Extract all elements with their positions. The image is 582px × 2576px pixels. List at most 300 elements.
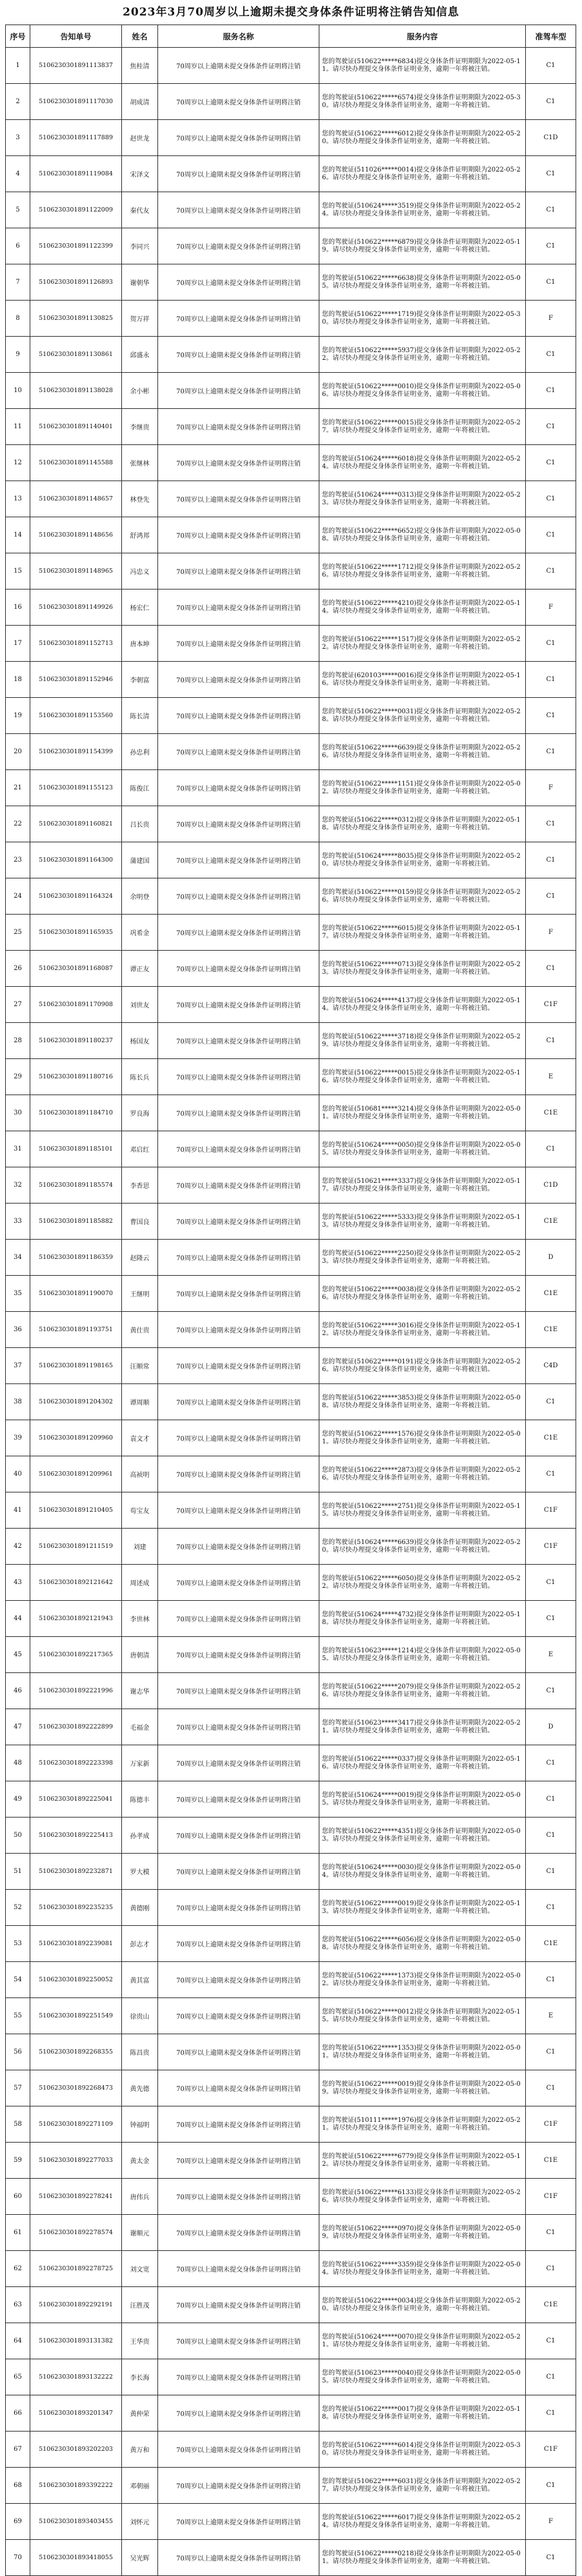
cell-vehicle-class: C1: [526, 553, 576, 590]
cell-service-content: 您的驾驶证(510622*****0218)提交身体条件证明期限为2022-05-01。请尽快办理提交身体条件证明业务，逾期一年将被注销。: [319, 2540, 526, 2576]
cell-no: 33: [6, 1204, 30, 1240]
cell-service-content: 您的驾驶证(510622*****1517)提交身体条件证明期限为2022-05-22。请尽快办理提交身体条件证明业务，逾期一年将被注销。: [319, 626, 526, 662]
cell-vehicle-class: C1: [526, 806, 576, 842]
cell-no: 67: [6, 2432, 30, 2468]
table-row: [6, 2251, 576, 2287]
cell-no: 27: [6, 987, 30, 1023]
cell-service-content: 您的驾驶证(510622*****3853)提交身体条件证明期限为2022-05-08。请尽快办理提交身体条件证明业务，逾期一年将被注销。: [319, 1384, 526, 1420]
cell-vehicle-class: C1: [526, 2251, 576, 2287]
cell-no: 60: [6, 2179, 30, 2215]
table-row: [6, 2070, 576, 2106]
table-row: [6, 228, 576, 264]
cell-notice-number: 5106230301891117030: [30, 84, 122, 120]
cell-service-name: 70周岁以上逾期未提交身体条件证明将注销: [158, 1926, 319, 1962]
cell-service-content: 您的驾驶证(510624*****6018)提交身体条件证明期限为2022-05-24。请尽快办理提交身体条件证明业务，逾期一年将被注销。: [319, 445, 526, 481]
cell-notice-number: 5106230301892223398: [30, 1745, 122, 1781]
cell-service-content: 您的驾驶证(510622*****4351)提交身体条件证明期限为2022-05-03。请尽快办理提交身体条件证明业务，逾期一年将被注销。: [319, 1818, 526, 1854]
table-row: [6, 409, 576, 445]
cell-service-content: 您的驾驶证(510622*****2873)提交身体条件证明期限为2022-05-26。请尽快办理提交身体条件证明业务，逾期一年将被注销。: [319, 1456, 526, 1492]
cell-notice-number: 5106230301892271109: [30, 2106, 122, 2143]
table-row: [6, 698, 576, 734]
cell-service-content: 您的驾驶证(510622*****6014)提交身体条件证明期限为2022-05-30。请尽快办理提交身体条件证明业务，逾期一年将被注销。: [319, 2432, 526, 2468]
cell-service-content: 您的驾驶证(510624*****0050)提交身体条件证明期限为2022-05-05。请尽快办理提交身体条件证明业务，逾期一年将被注销。: [319, 1131, 526, 1167]
cell-vehicle-class: C1F: [526, 2106, 576, 2143]
cell-notice-number: 5106230301891160821: [30, 806, 122, 842]
cell-vehicle-class: C1: [526, 842, 576, 878]
cell-service-name: 70周岁以上逾期未提交身体条件证明将注销: [158, 734, 319, 770]
cell-name: 胡成清: [122, 84, 158, 120]
cell-service-name: 70周岁以上逾期未提交身体条件证明将注销: [158, 2251, 319, 2287]
table-row: [6, 915, 576, 951]
cell-notice-number: 5106230301891186359: [30, 1240, 122, 1276]
cell-vehicle-class: C1F: [526, 1529, 576, 1565]
cell-notice-number: 5106230301891168087: [30, 951, 122, 987]
cell-vehicle-class: C1: [526, 481, 576, 517]
cell-service-name: 70周岁以上逾期未提交身体条件证明将注销: [158, 1998, 319, 2034]
cell-vehicle-class: C1: [526, 264, 576, 301]
cell-name: 毛福金: [122, 1709, 158, 1745]
table-row: [6, 2179, 576, 2215]
table-header: [6, 25, 576, 48]
cell-notice-number: 5106230301893131382: [30, 2323, 122, 2359]
cell-no: 30: [6, 1095, 30, 1131]
cell-name: 刘文宽: [122, 2251, 158, 2287]
cell-notice-number: 5106230301891152946: [30, 662, 122, 698]
table-row: [6, 1926, 576, 1962]
cell-name: 吴光辉: [122, 2540, 158, 2576]
cell-service-name: 70周岁以上逾期未提交身体条件证明将注销: [158, 373, 319, 409]
page-title: 2023年3月70周岁以上逾期未提交身体条件证明将注销告知信息: [123, 6, 459, 19]
cell-name: 邓朝丽: [122, 2468, 158, 2504]
cell-service-content: 您的驾驶证(510622*****2751)提交身体条件证明期限为2022-05-15。请尽快办理提交身体条件证明业务，逾期一年将被注销。: [319, 1492, 526, 1529]
table-row: [6, 301, 576, 337]
cell-service-content: 您的驾驶证(510622*****1712)提交身体条件证明期限为2022-05-26。请尽快办理提交身体条件证明业务，逾期一年将被注销。: [319, 553, 526, 590]
table-row: [6, 1456, 576, 1492]
table-row: [6, 1348, 576, 1384]
cell-notice-number: 5106230301892217365: [30, 1637, 122, 1673]
cell-notice-number: 5106230301893132222: [30, 2359, 122, 2395]
cell-service-name: 70周岁以上逾期未提交身体条件证明将注销: [158, 1095, 319, 1131]
cell-name: 高祯明: [122, 1456, 158, 1492]
cell-no: 70: [6, 2540, 30, 2576]
cell-service-content: 您的驾驶证(510622*****6012)提交身体条件证明期限为2022-05-20。请尽快办理提交身体条件证明业务，逾期一年将被注销。: [319, 120, 526, 156]
cell-name: 汪胜茂: [122, 2287, 158, 2323]
cell-name: 黄先德: [122, 2070, 158, 2106]
cell-service-content: 您的驾驶证(620103*****0016)提交身体条件证明期限为2022-05-16。请尽快办理提交身体条件证明业务，逾期一年将被注销。: [319, 662, 526, 698]
cell-vehicle-class: C1: [526, 951, 576, 987]
cell-name: 刘怀元: [122, 2504, 158, 2540]
cell-service-content: 您的驾驶证(510623*****1214)提交身体条件证明期限为2022-05-05。请尽快办理提交身体条件证明业务，逾期一年将被注销。: [319, 1637, 526, 1673]
cell-vehicle-class: C1: [526, 1456, 576, 1492]
cell-service-name: 70周岁以上逾期未提交身体条件证明将注销: [158, 915, 319, 951]
cell-service-content: 您的驾驶证(510622*****2250)提交身体条件证明期限为2022-05-23。请尽快办理提交身体条件证明业务，逾期一年将被注销。: [319, 1240, 526, 1276]
cell-service-name: 70周岁以上逾期未提交身体条件证明将注销: [158, 192, 319, 228]
cell-service-content: 您的驾驶证(510622*****0019)提交身体条件证明期限为2022-05-13。请尽快办理提交身体条件证明业务，逾期一年将被注销。: [319, 1890, 526, 1926]
cell-no: 42: [6, 1529, 30, 1565]
cell-vehicle-class: C1: [526, 2215, 576, 2251]
cell-no: 35: [6, 1276, 30, 1312]
cell-notice-number: 5106230301892225041: [30, 1781, 122, 1818]
cell-name: 谢志华: [122, 1673, 158, 1709]
cell-vehicle-class: C1E: [526, 1926, 576, 1962]
cell-no: 38: [6, 1384, 30, 1420]
cell-no: 21: [6, 770, 30, 806]
cell-service-content: 您的驾驶证(510624*****0313)提交身体条件证明期限为2022-05-23。请尽快办理提交身体条件证明业务，逾期一年将被注销。: [319, 481, 526, 517]
table-row: [6, 1601, 576, 1637]
table-row: [6, 1709, 576, 1745]
cell-service-content: 您的驾驶证(510622*****3718)提交身体条件证明期限为2022-05-29。请尽快办理提交身体条件证明业务，逾期一年将被注销。: [319, 1023, 526, 1059]
table-row: [6, 120, 576, 156]
cell-name: 陈长兵: [122, 1059, 158, 1095]
cell-name: 徐贵山: [122, 1998, 158, 2034]
cell-name: 杨宏仁: [122, 590, 158, 626]
cell-service-content: 您的驾驶证(510624*****3519)提交身体条件证明期限为2022-05-24。请尽快办理提交身体条件证明业务，逾期一年将被注销。: [319, 192, 526, 228]
cell-no: 34: [6, 1240, 30, 1276]
table-row: [6, 2504, 576, 2540]
cell-no: 23: [6, 842, 30, 878]
cell-service-name: 70周岁以上逾期未提交身体条件证明将注销: [158, 2215, 319, 2251]
cell-service-name: 70周岁以上逾期未提交身体条件证明将注销: [158, 626, 319, 662]
cell-name: 冯忠义: [122, 553, 158, 590]
cell-service-name: 70周岁以上逾期未提交身体条件证明将注销: [158, 662, 319, 698]
cell-name: 李长海: [122, 2359, 158, 2395]
cell-service-content: 您的驾驶证(510624*****4732)提交身体条件证明期限为2022-05-18。请尽快办理提交身体条件证明业务，逾期一年将被注销。: [319, 1601, 526, 1637]
cell-no: 26: [6, 951, 30, 987]
cell-vehicle-class: C1: [526, 734, 576, 770]
cell-service-name: 70周岁以上逾期未提交身体条件证明将注销: [158, 1673, 319, 1709]
cell-notice-number: 5106230301891184710: [30, 1095, 122, 1131]
table-row: [6, 1890, 576, 1926]
cell-service-content: 您的驾驶证(510622*****6133)提交身体条件证明期限为2022-05-26。请尽快办理提交身体条件证明业务，逾期一年将被注销。: [319, 2179, 526, 2215]
header-service-content: 服务内容: [319, 25, 526, 48]
cell-service-content: 您的驾驶证(510622*****1719)提交身体条件证明期限为2022-05-30。请尽快办理提交身体条件证明业务，逾期一年将被注销。: [319, 301, 526, 337]
cell-vehicle-class: C1: [526, 2034, 576, 2070]
cell-name: 宋泽文: [122, 156, 158, 192]
cell-name: 钟福明: [122, 2106, 158, 2143]
cell-name: 刘建: [122, 1529, 158, 1565]
cell-notice-number: 5106230301892268355: [30, 2034, 122, 2070]
cell-service-name: 70周岁以上逾期未提交身体条件证明将注销: [158, 806, 319, 842]
cell-no: 40: [6, 1456, 30, 1492]
cell-no: 37: [6, 1348, 30, 1384]
cell-notice-number: 5106230301893418055: [30, 2540, 122, 2576]
cell-vehicle-class: C1E: [526, 2287, 576, 2323]
cell-service-content: 您的驾驶证(510622*****6639)提交身体条件证明期限为2022-05-26。请尽快办理提交身体条件证明业务，逾期一年将被注销。: [319, 734, 526, 770]
cell-no: 7: [6, 264, 30, 301]
cell-service-name: 70周岁以上逾期未提交身体条件证明将注销: [158, 1131, 319, 1167]
cell-name: 黄太金: [122, 2143, 158, 2179]
cell-name: 巩希金: [122, 915, 158, 951]
header-no: 序号: [6, 25, 30, 48]
cell-service-name: 70周岁以上逾期未提交身体条件证明将注销: [158, 2323, 319, 2359]
cell-vehicle-class: C1: [526, 2323, 576, 2359]
cell-notice-number: 5106230301891117889: [30, 120, 122, 156]
cell-vehicle-class: C1E: [526, 1095, 576, 1131]
cell-service-name: 70周岁以上逾期未提交身体条件证明将注销: [158, 301, 319, 337]
cell-name: 黄其富: [122, 1962, 158, 1998]
table-row: [6, 1204, 576, 1240]
table-row: [6, 1276, 576, 1312]
cell-vehicle-class: C1: [526, 517, 576, 553]
cell-notice-number: 5106230301891198165: [30, 1348, 122, 1384]
cell-no: 66: [6, 2395, 30, 2432]
cell-no: 17: [6, 626, 30, 662]
cell-name: 邓启红: [122, 1131, 158, 1167]
cell-name: 彭志才: [122, 1926, 158, 1962]
cell-service-name: 70周岁以上逾期未提交身体条件证明将注销: [158, 228, 319, 264]
cell-no: 9: [6, 337, 30, 373]
header-vehicle-class: 准驾车型: [526, 25, 576, 48]
table-row: [6, 1529, 576, 1565]
cell-vehicle-class: C1: [526, 1745, 576, 1781]
cell-no: 61: [6, 2215, 30, 2251]
cell-name: 邱盛永: [122, 337, 158, 373]
table-row: [6, 662, 576, 698]
cell-service-name: 70周岁以上逾期未提交身体条件证明将注销: [158, 1709, 319, 1745]
cell-notice-number: 5106230301892222899: [30, 1709, 122, 1745]
table-row: [6, 445, 576, 481]
cell-service-content: 您的驾驶证(510622*****0015)提交身体条件证明期限为2022-05-16。请尽快办理提交身体条件证明业务，逾期一年将被注销。: [319, 1059, 526, 1095]
cell-no: 22: [6, 806, 30, 842]
cell-notice-number: 5106230301891130861: [30, 337, 122, 373]
cell-vehicle-class: C1: [526, 878, 576, 915]
cell-service-name: 70周岁以上逾期未提交身体条件证明将注销: [158, 264, 319, 301]
cell-name: 余小彬: [122, 373, 158, 409]
cell-service-name: 70周岁以上逾期未提交身体条件证明将注销: [158, 1745, 319, 1781]
cell-vehicle-class: F: [526, 590, 576, 626]
cell-notice-number: 5106230301891148657: [30, 481, 122, 517]
cell-service-content: 您的驾驶证(510622*****1353)提交身体条件证明期限为2022-05-01。请尽快办理提交身体条件证明业务，逾期一年将被注销。: [319, 2034, 526, 2070]
cell-vehicle-class: C1: [526, 337, 576, 373]
table-row: [6, 517, 576, 553]
cell-name: 王华贵: [122, 2323, 158, 2359]
cell-vehicle-class: C1E: [526, 1420, 576, 1456]
cell-service-name: 70周岁以上逾期未提交身体条件证明将注销: [158, 878, 319, 915]
cell-service-content: 您的驾驶证(510622*****0191)提交身体条件证明期限为2022-05-26。请尽快办理提交身体条件证明业务，逾期一年将被注销。: [319, 1348, 526, 1384]
cell-service-content: 您的驾驶证(510622*****0012)提交身体条件证明期限为2022-05-15。请尽快办理提交身体条件证明业务，逾期一年将被注销。: [319, 1998, 526, 2034]
cell-vehicle-class: C1: [526, 373, 576, 409]
cell-service-name: 70周岁以上逾期未提交身体条件证明将注销: [158, 1204, 319, 1240]
table-row: [6, 626, 576, 662]
header-notice-number: 告知单号: [30, 25, 122, 48]
table-row: [6, 770, 576, 806]
cell-service-content: 您的驾驶证(510622*****0312)提交身体条件证明期限为2022-05-18。请尽快办理提交身体条件证明业务，逾期一年将被注销。: [319, 806, 526, 842]
cell-name: 唐本坤: [122, 626, 158, 662]
cell-no: 63: [6, 2287, 30, 2323]
cell-vehicle-class: D: [526, 1240, 576, 1276]
cell-service-content: 您的驾驶证(510622*****6879)提交身体条件证明期限为2022-05-19。请尽快办理提交身体条件证明业务，逾期一年将被注销。: [319, 228, 526, 264]
cell-service-name: 70周岁以上逾期未提交身体条件证明将注销: [158, 1348, 319, 1384]
cell-notice-number: 5106230301891210405: [30, 1492, 122, 1529]
cell-name: 陈德丰: [122, 1781, 158, 1818]
cell-service-name: 70周岁以上逾期未提交身体条件证明将注销: [158, 1167, 319, 1204]
cell-no: 48: [6, 1745, 30, 1781]
table-row: [6, 1384, 576, 1420]
table-row: [6, 48, 576, 84]
cell-vehicle-class: C1: [526, 445, 576, 481]
table-row: [6, 264, 576, 301]
cell-service-name: 70周岁以上逾期未提交身体条件证明将注销: [158, 1492, 319, 1529]
cell-service-content: 您的驾驶证(510622*****2079)提交身体条件证明期限为2022-05-26。请尽快办理提交身体条件证明业务，逾期一年将被注销。: [319, 1673, 526, 1709]
cell-name: 谢顺元: [122, 2215, 158, 2251]
cell-service-name: 70周岁以上逾期未提交身体条件证明将注销: [158, 842, 319, 878]
cell-no: 53: [6, 1926, 30, 1962]
cell-no: 24: [6, 878, 30, 915]
cell-notice-number: 5106230301892278725: [30, 2251, 122, 2287]
cell-service-content: 您的驾驶证(510622*****0337)提交身体条件证明期限为2022-05-16。请尽快办理提交身体条件证明业务，逾期一年将被注销。: [319, 1745, 526, 1781]
table-row: [6, 878, 576, 915]
cell-notice-number: 5106230301893392222: [30, 2468, 122, 2504]
cell-service-content: 您的驾驶证(510624*****6639)提交身体条件证明期限为2022-05-20。请尽快办理提交身体条件证明业务，逾期一年将被注销。: [319, 1529, 526, 1565]
cell-notice-number: 5106230301891119084: [30, 156, 122, 192]
cell-no: 12: [6, 445, 30, 481]
cell-vehicle-class: C1: [526, 2540, 576, 2576]
cell-service-name: 70周岁以上逾期未提交身体条件证明将注销: [158, 1420, 319, 1456]
cell-notice-number: 5106230301892239081: [30, 1926, 122, 1962]
cell-service-content: 您的驾驶证(510622*****1373)提交身体条件证明期限为2022-05-02。请尽快办理提交身体条件证明业务，逾期一年将被注销。: [319, 1962, 526, 1998]
cell-service-content: 您的驾驶证(510622*****0970)提交身体条件证明期限为2022-05-09。请尽快办理提交身体条件证明业务，逾期一年将被注销。: [319, 2215, 526, 2251]
cell-name: 杨国友: [122, 1023, 158, 1059]
cell-service-name: 70周岁以上逾期未提交身体条件证明将注销: [158, 1023, 319, 1059]
cell-vehicle-class: C1: [526, 2468, 576, 2504]
cell-notice-number: 5106230301892221996: [30, 1673, 122, 1709]
cell-name: 陈长清: [122, 698, 158, 734]
table-row: [6, 1420, 576, 1456]
table-row: [6, 1131, 576, 1167]
table-row: [6, 590, 576, 626]
table-row: [6, 1781, 576, 1818]
table-row: [6, 1998, 576, 2034]
cell-service-content: 您的驾驶证(510624*****4137)提交身体条件证明期限为2022-05-14。请尽快办理提交身体条件证明业务，逾期一年将被注销。: [319, 987, 526, 1023]
table-row: [6, 1240, 576, 1276]
cell-vehicle-class: C1: [526, 1854, 576, 1890]
cell-no: 11: [6, 409, 30, 445]
cell-vehicle-class: C1: [526, 1818, 576, 1854]
cell-name: 黄德刚: [122, 1890, 158, 1926]
cell-service-content: 您的驾驶证(510622*****6050)提交身体条件证明期限为2022-05-22。请尽快办理提交身体条件证明业务，逾期一年将被注销。: [319, 1565, 526, 1601]
cell-name: 李香思: [122, 1167, 158, 1204]
cell-service-name: 70周岁以上逾期未提交身体条件证明将注销: [158, 409, 319, 445]
cell-no: 62: [6, 2251, 30, 2287]
cell-notice-number: 5106230301891165935: [30, 915, 122, 951]
cell-service-content: 您的驾驶证(510622*****0031)提交身体条件证明期限为2022-05-28。请尽快办理提交身体条件证明业务，逾期一年将被注销。: [319, 698, 526, 734]
cell-service-content: 您的驾驶证(510622*****5333)提交身体条件证明期限为2022-05-13。请尽快办理提交身体条件证明业务，逾期一年将被注销。: [319, 1204, 526, 1240]
cell-service-name: 70周岁以上逾期未提交身体条件证明将注销: [158, 2540, 319, 2576]
cell-vehicle-class: C1: [526, 409, 576, 445]
cell-notice-number: 5106230301891149926: [30, 590, 122, 626]
cell-no: 55: [6, 1998, 30, 2034]
cell-no: 47: [6, 1709, 30, 1745]
cell-no: 49: [6, 1781, 30, 1818]
table-row: [6, 192, 576, 228]
cell-notice-number: 5106230301891148965: [30, 553, 122, 590]
cell-vehicle-class: C1: [526, 1962, 576, 1998]
cell-service-name: 70周岁以上逾期未提交身体条件证明将注销: [158, 2359, 319, 2395]
cell-vehicle-class: C1: [526, 192, 576, 228]
table-row: [6, 2215, 576, 2251]
cell-vehicle-class: F: [526, 770, 576, 806]
cell-service-name: 70周岁以上逾期未提交身体条件证明将注销: [158, 1601, 319, 1637]
cell-vehicle-class: C1E: [526, 2143, 576, 2179]
cell-notice-number: 5106230301891180237: [30, 1023, 122, 1059]
cell-service-name: 70周岁以上逾期未提交身体条件证明将注销: [158, 2179, 319, 2215]
cell-name: 曹国良: [122, 1204, 158, 1240]
cell-notice-number: 5106230301891122399: [30, 228, 122, 264]
cell-vehicle-class: C1F: [526, 987, 576, 1023]
cell-no: 50: [6, 1818, 30, 1854]
cell-notice-number: 5106230301891190070: [30, 1276, 122, 1312]
cell-service-name: 70周岁以上逾期未提交身体条件证明将注销: [158, 1854, 319, 1890]
cell-notice-number: 5106230301891204302: [30, 1384, 122, 1420]
cell-service-name: 70周岁以上逾期未提交身体条件证明将注销: [158, 1240, 319, 1276]
cell-notice-number: 5106230301891138028: [30, 373, 122, 409]
table-row: [6, 1492, 576, 1529]
cell-no: 10: [6, 373, 30, 409]
table-row: [6, 1818, 576, 1854]
cell-name: 赵隆云: [122, 1240, 158, 1276]
table-row: [6, 1023, 576, 1059]
cell-service-content: 您的驾驶证(510622*****0019)提交身体条件证明期限为2022-05-09。请尽快办理提交身体条件证明业务，逾期一年将被注销。: [319, 2070, 526, 2106]
cell-service-name: 70周岁以上逾期未提交身体条件证明将注销: [158, 2034, 319, 2070]
cell-notice-number: 5106230301892232871: [30, 1854, 122, 1890]
cell-no: 1: [6, 48, 30, 84]
cell-vehicle-class: C1E: [526, 1276, 576, 1312]
table-row: [6, 1854, 576, 1890]
cell-name: 蒲建国: [122, 842, 158, 878]
table-row: [6, 2143, 576, 2179]
table-row: [6, 156, 576, 192]
cell-vehicle-class: C1: [526, 2359, 576, 2395]
cell-service-name: 70周岁以上逾期未提交身体条件证明将注销: [158, 1565, 319, 1601]
cell-no: 32: [6, 1167, 30, 1204]
cell-name: 谭正友: [122, 951, 158, 987]
cell-service-content: 您的驾驶证(510111*****1976)提交身体条件证明期限为2022-05-21。请尽快办理提交身体条件证明业务，逾期一年将被注销。: [319, 2106, 526, 2143]
cell-notice-number: 5106230301893201347: [30, 2395, 122, 2432]
table-row: [6, 987, 576, 1023]
cell-no: 29: [6, 1059, 30, 1095]
cell-no: 43: [6, 1565, 30, 1601]
cell-notice-number: 5106230301891148656: [30, 517, 122, 553]
cell-no: 64: [6, 2323, 30, 2359]
cell-notice-number: 5106230301893202203: [30, 2432, 122, 2468]
cell-vehicle-class: C1: [526, 1023, 576, 1059]
cell-notice-number: 5106230301891185101: [30, 1131, 122, 1167]
cell-name: 苟宝友: [122, 1492, 158, 1529]
table-row: [6, 2106, 576, 2143]
cell-notice-number: 5106230301891164300: [30, 842, 122, 878]
table-row: [6, 2468, 576, 2504]
cell-notice-number: 5106230301891209961: [30, 1456, 122, 1492]
cell-service-content: 您的驾驶证(510622*****0015)提交身体条件证明期限为2022-05-27。请尽快办理提交身体条件证明业务，逾期一年将被注销。: [319, 409, 526, 445]
cell-notice-number: 5106230301892250052: [30, 1962, 122, 1998]
cell-name: 谢朝华: [122, 264, 158, 301]
cell-vehicle-class: C1F: [526, 1492, 576, 1529]
cell-no: 54: [6, 1962, 30, 1998]
cell-no: 39: [6, 1420, 30, 1456]
cell-vehicle-class: C1: [526, 662, 576, 698]
cell-service-name: 70周岁以上逾期未提交身体条件证明将注销: [158, 1818, 319, 1854]
cell-no: 28: [6, 1023, 30, 1059]
cell-service-name: 70周岁以上逾期未提交身体条件证明将注销: [158, 517, 319, 553]
cell-notice-number: 5106230301891154399: [30, 734, 122, 770]
cell-vehicle-class: C1: [526, 1131, 576, 1167]
cell-notice-number: 5106230301891211519: [30, 1529, 122, 1565]
cell-name: 袁文才: [122, 1420, 158, 1456]
cell-service-content: 您的驾驶证(510622*****1151)提交身体条件证明期限为2022-05-02。请尽快办理提交身体条件证明业务，逾期一年将被注销。: [319, 770, 526, 806]
cell-name: 贺万祥: [122, 301, 158, 337]
notice-table: [5, 25, 576, 2576]
cell-service-content: 您的驾驶证(511026*****0014)提交身体条件证明期限为2022-05-26。请尽快办理提交身体条件证明业务，逾期一年将被注销。: [319, 156, 526, 192]
